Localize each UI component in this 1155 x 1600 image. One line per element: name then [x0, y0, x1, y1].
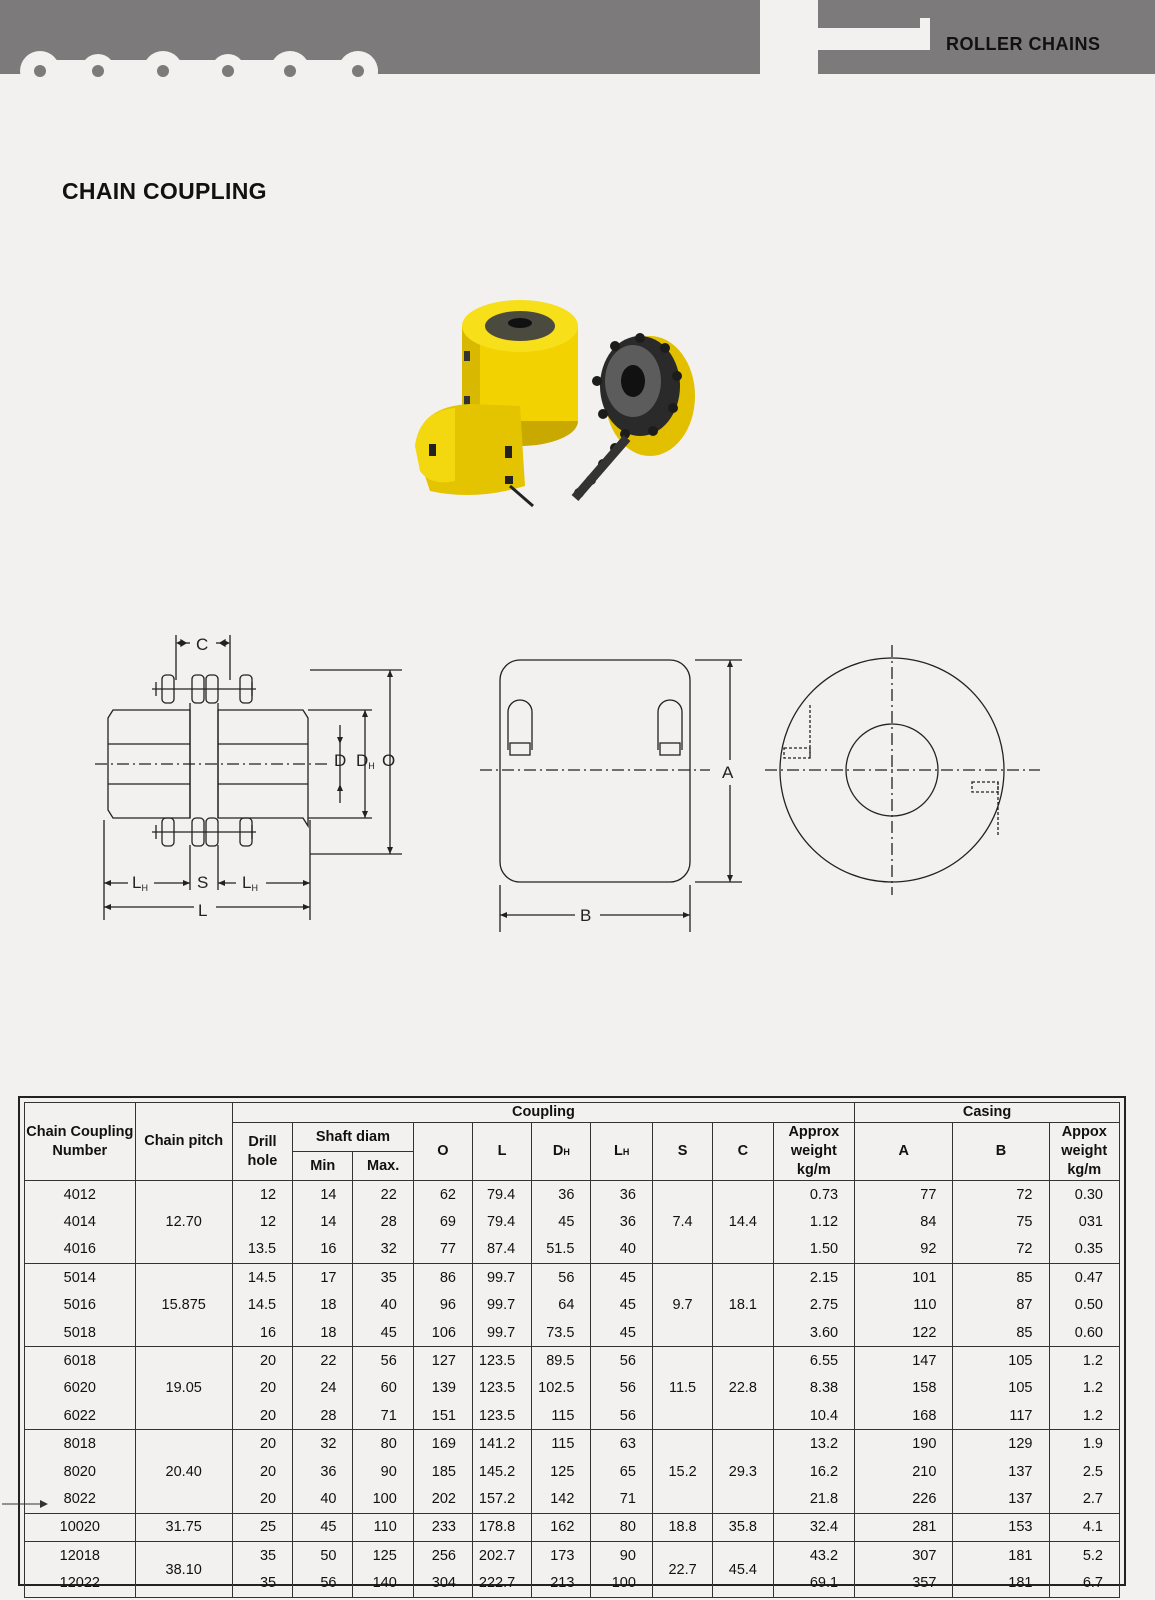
- header-min: Min: [293, 1152, 353, 1181]
- cell-l: 123.5: [473, 1347, 532, 1375]
- dim-label-l: L: [198, 901, 208, 920]
- cell-lh: 63: [591, 1430, 652, 1458]
- cell-l: 87.4: [473, 1236, 532, 1264]
- cell-b: 72: [953, 1181, 1049, 1209]
- cell-b: 87: [953, 1292, 1049, 1319]
- cell-weight: 0.73: [773, 1181, 855, 1209]
- row-pointer-arrow: [0, 1498, 50, 1510]
- header-shaft-diam: Shaft diam: [293, 1123, 414, 1152]
- cell-weight: 43.2: [773, 1542, 855, 1570]
- header-c: C: [713, 1123, 773, 1181]
- cell-casing-weight: 6.7: [1049, 1570, 1120, 1598]
- cell-number: 12018: [25, 1542, 136, 1570]
- cell-a: 190: [855, 1430, 953, 1458]
- dim-label-lh-right: LH: [242, 873, 258, 893]
- cell-number: 5014: [25, 1264, 136, 1292]
- cell-min: 18: [293, 1292, 353, 1319]
- header-banner-mark-stem: [920, 18, 930, 50]
- cell-lh: 56: [591, 1347, 652, 1375]
- technical-drawings: [90, 630, 1050, 950]
- cell-pitch: 19.05: [135, 1347, 232, 1430]
- cell-lh: 56: [591, 1375, 652, 1402]
- cell-dh: 115: [532, 1402, 591, 1430]
- cell-dh: 73.5: [532, 1319, 591, 1347]
- cell-min: 50: [293, 1542, 353, 1570]
- cell-min: 16: [293, 1236, 353, 1264]
- cell-drill: 20: [232, 1458, 292, 1485]
- cell-lh: 45: [591, 1292, 652, 1319]
- dim-label-o: O: [382, 751, 396, 770]
- cell-drill: 14.5: [232, 1264, 292, 1292]
- cell-b: 85: [953, 1264, 1049, 1292]
- cell-lh: 65: [591, 1458, 652, 1485]
- cell-l: 145.2: [473, 1458, 532, 1485]
- cell-min: 14: [293, 1181, 353, 1209]
- cell-b: 137: [953, 1458, 1049, 1485]
- cell-weight: 21.8: [773, 1485, 855, 1513]
- cell-o: 202: [413, 1485, 472, 1513]
- cell-min: 32: [293, 1430, 353, 1458]
- cell-drill: 20: [232, 1430, 292, 1458]
- cell-o: 185: [413, 1458, 472, 1485]
- cell-pitch: 15.875: [135, 1264, 232, 1347]
- cell-drill: 20: [232, 1347, 292, 1375]
- cell-casing-weight: 0.35: [1049, 1236, 1120, 1264]
- cell-s: 9.7: [652, 1264, 712, 1347]
- cell-b: 85: [953, 1319, 1049, 1347]
- cell-max: 110: [353, 1513, 413, 1541]
- dim-label-d: D: [334, 751, 347, 770]
- header-casing-weight: Appox weight kg/m: [1049, 1123, 1120, 1181]
- table-row: [25, 1264, 1120, 1292]
- cell-l: 178.8: [473, 1513, 532, 1541]
- cell-pitch: 31.75: [135, 1513, 232, 1541]
- cell-lh: 40: [591, 1236, 652, 1264]
- cell-dh: 125: [532, 1458, 591, 1485]
- cell-drill: 20: [232, 1485, 292, 1513]
- cell-casing-weight: 4.1: [1049, 1513, 1120, 1541]
- cell-number: 4014: [25, 1208, 136, 1235]
- cell-o: 62: [413, 1181, 472, 1209]
- cell-pitch: 20.40: [135, 1430, 232, 1513]
- cell-max: 28: [353, 1208, 413, 1235]
- cell-c: 29.3: [713, 1430, 773, 1513]
- cell-o: 233: [413, 1513, 472, 1541]
- cell-c: 18.1: [713, 1264, 773, 1347]
- cell-a: 281: [855, 1513, 953, 1541]
- cell-o: 139: [413, 1375, 472, 1402]
- cell-lh: 36: [591, 1208, 652, 1235]
- cell-b: 75: [953, 1208, 1049, 1235]
- cell-casing-weight: 0.60: [1049, 1319, 1120, 1347]
- cell-number: 4016: [25, 1236, 136, 1264]
- header-coupling-group: Coupling: [232, 1103, 854, 1123]
- cell-a: 77: [855, 1181, 953, 1209]
- cell-casing-weight: 1.2: [1049, 1402, 1120, 1430]
- cell-max: 140: [353, 1570, 413, 1598]
- cell-a: 226: [855, 1485, 953, 1513]
- cell-number: 5018: [25, 1319, 136, 1347]
- table-row: [25, 1181, 1120, 1209]
- cell-a: 101: [855, 1264, 953, 1292]
- cell-o: 256: [413, 1542, 472, 1570]
- cell-b: 72: [953, 1236, 1049, 1264]
- cell-casing-weight: 1.2: [1049, 1347, 1120, 1375]
- cell-o: 304: [413, 1570, 472, 1598]
- cell-number: 5016: [25, 1292, 136, 1319]
- cell-b: 153: [953, 1513, 1049, 1541]
- cell-l: 141.2: [473, 1430, 532, 1458]
- cell-casing-weight: 0.50: [1049, 1292, 1120, 1319]
- cell-max: 35: [353, 1264, 413, 1292]
- header-o: O: [413, 1123, 472, 1181]
- cell-a: 122: [855, 1319, 953, 1347]
- cell-lh: 100: [591, 1570, 652, 1598]
- cell-l: 99.7: [473, 1319, 532, 1347]
- cell-number: 8020: [25, 1458, 136, 1485]
- cell-dh: 51.5: [532, 1236, 591, 1264]
- cell-min: 24: [293, 1375, 353, 1402]
- cell-max: 80: [353, 1430, 413, 1458]
- cell-dh: 56: [532, 1264, 591, 1292]
- cell-b: 137: [953, 1485, 1049, 1513]
- group-header-row: [25, 1103, 1120, 1123]
- section-title: ROLLER CHAINS: [946, 34, 1101, 54]
- cell-number: 6022: [25, 1402, 136, 1430]
- cell-dh: 173: [532, 1542, 591, 1570]
- cell-drill: 35: [232, 1570, 292, 1598]
- dim-label-b: B: [580, 906, 592, 925]
- table-row: [25, 1513, 1120, 1541]
- cell-l: 99.7: [473, 1292, 532, 1319]
- cell-l: 123.5: [473, 1375, 532, 1402]
- cell-lh: 45: [591, 1319, 652, 1347]
- cell-casing-weight: 031: [1049, 1208, 1120, 1235]
- cell-weight: 8.38: [773, 1375, 855, 1402]
- cell-l: 157.2: [473, 1485, 532, 1513]
- cell-lh: 80: [591, 1513, 652, 1541]
- cell-casing-weight: 1.2: [1049, 1375, 1120, 1402]
- cell-dh: 89.5: [532, 1347, 591, 1375]
- spec-table-frame: [18, 1096, 1126, 1592]
- casing-front-drawing: [480, 660, 742, 932]
- dim-label-c: C: [196, 635, 209, 654]
- cell-min: 28: [293, 1402, 353, 1430]
- cell-o: 69: [413, 1208, 472, 1235]
- table-row: [25, 1542, 1120, 1570]
- cell-dh: 115: [532, 1430, 591, 1458]
- cell-max: 125: [353, 1542, 413, 1570]
- cell-max: 60: [353, 1375, 413, 1402]
- cell-number: 8022: [25, 1485, 136, 1513]
- cell-casing-weight: 2.7: [1049, 1485, 1120, 1513]
- cell-drill: 16: [232, 1319, 292, 1347]
- cell-c: 22.8: [713, 1347, 773, 1430]
- cell-dh: 162: [532, 1513, 591, 1541]
- cell-l: 202.7: [473, 1542, 532, 1570]
- cell-b: 105: [953, 1375, 1049, 1402]
- cell-casing-weight: 0.47: [1049, 1264, 1120, 1292]
- cell-a: 110: [855, 1292, 953, 1319]
- cell-weight: 10.4: [773, 1402, 855, 1430]
- cell-a: 210: [855, 1458, 953, 1485]
- cell-weight: 13.2: [773, 1430, 855, 1458]
- table-row: [25, 1430, 1120, 1458]
- product-photo: [415, 296, 715, 526]
- cell-pitch: 38.10: [135, 1542, 232, 1598]
- cell-drill: 35: [232, 1542, 292, 1570]
- cell-min: 17: [293, 1264, 353, 1292]
- cell-min: 36: [293, 1458, 353, 1485]
- table-row: [25, 1347, 1120, 1375]
- cell-drill: 13.5: [232, 1236, 292, 1264]
- cell-weight: 2.15: [773, 1264, 855, 1292]
- cell-weight: 6.55: [773, 1347, 855, 1375]
- cell-max: 90: [353, 1458, 413, 1485]
- cell-drill: 25: [232, 1513, 292, 1541]
- cell-dh: 102.5: [532, 1375, 591, 1402]
- cell-pitch: 12.70: [135, 1181, 232, 1264]
- cell-dh: 213: [532, 1570, 591, 1598]
- cell-c: 45.4: [713, 1542, 773, 1598]
- cell-weight: 69.1: [773, 1570, 855, 1598]
- dim-label-a: A: [722, 763, 734, 782]
- header-max: Max.: [353, 1152, 413, 1181]
- cell-o: 169: [413, 1430, 472, 1458]
- cell-o: 151: [413, 1402, 472, 1430]
- cell-a: 92: [855, 1236, 953, 1264]
- cell-s: 18.8: [652, 1513, 712, 1541]
- cell-weight: 1.12: [773, 1208, 855, 1235]
- cell-number: 10020: [25, 1513, 136, 1541]
- cell-max: 40: [353, 1292, 413, 1319]
- cell-o: 96: [413, 1292, 472, 1319]
- cell-max: 45: [353, 1319, 413, 1347]
- cell-casing-weight: 5.2: [1049, 1542, 1120, 1570]
- header-pitch: Chain pitch: [135, 1103, 232, 1181]
- cell-b: 181: [953, 1542, 1049, 1570]
- header-banner-mark: [818, 28, 923, 50]
- cell-dh: 142: [532, 1485, 591, 1513]
- cell-number: 12022: [25, 1570, 136, 1598]
- cell-l: 79.4: [473, 1181, 532, 1209]
- cell-lh: 90: [591, 1542, 652, 1570]
- cell-min: 56: [293, 1570, 353, 1598]
- cell-b: 129: [953, 1430, 1049, 1458]
- cell-dh: 36: [532, 1181, 591, 1209]
- cell-drill: 12: [232, 1181, 292, 1209]
- cell-drill: 20: [232, 1402, 292, 1430]
- cell-l: 79.4: [473, 1208, 532, 1235]
- dim-label-s: S: [197, 873, 209, 892]
- cell-min: 22: [293, 1347, 353, 1375]
- cell-s: 7.4: [652, 1181, 712, 1264]
- cell-drill: 12: [232, 1208, 292, 1235]
- cell-lh: 45: [591, 1264, 652, 1292]
- spec-table-body: [25, 1181, 1120, 1598]
- cell-o: 77: [413, 1236, 472, 1264]
- header-drill: Drill hole: [232, 1123, 292, 1181]
- cell-b: 181: [953, 1570, 1049, 1598]
- cell-number: 6018: [25, 1347, 136, 1375]
- cell-weight: 2.75: [773, 1292, 855, 1319]
- dim-label-lh-left: LH: [132, 873, 148, 893]
- cell-lh: 71: [591, 1485, 652, 1513]
- cell-min: 14: [293, 1208, 353, 1235]
- cell-max: 100: [353, 1485, 413, 1513]
- cell-max: 22: [353, 1181, 413, 1209]
- cell-c: 35.8: [713, 1513, 773, 1541]
- cell-a: 84: [855, 1208, 953, 1235]
- roller-chain-logo-graphic: [18, 40, 388, 102]
- cell-min: 40: [293, 1485, 353, 1513]
- cell-o: 86: [413, 1264, 472, 1292]
- cell-a: 307: [855, 1542, 953, 1570]
- cell-min: 45: [293, 1513, 353, 1541]
- cell-casing-weight: 2.5: [1049, 1458, 1120, 1485]
- cell-casing-weight: 0.30: [1049, 1181, 1120, 1209]
- header-number: Chain Coupling Number: [25, 1103, 136, 1181]
- cell-number: 4012: [25, 1181, 136, 1209]
- cell-casing-weight: 1.9: [1049, 1430, 1120, 1458]
- cell-lh: 36: [591, 1181, 652, 1209]
- header-l: L: [473, 1123, 532, 1181]
- cell-b: 117: [953, 1402, 1049, 1430]
- header-s: S: [652, 1123, 712, 1181]
- header-b: B: [953, 1123, 1049, 1181]
- cell-o: 106: [413, 1319, 472, 1347]
- cell-s: 11.5: [652, 1347, 712, 1430]
- cell-weight: 1.50: [773, 1236, 855, 1264]
- cell-l: 99.7: [473, 1264, 532, 1292]
- header-casing-group: Casing: [855, 1103, 1120, 1123]
- spec-table: [24, 1102, 1120, 1598]
- cell-weight: 3.60: [773, 1319, 855, 1347]
- cell-l: 123.5: [473, 1402, 532, 1430]
- cell-number: 8018: [25, 1430, 136, 1458]
- cell-s: 15.2: [652, 1430, 712, 1513]
- cell-o: 127: [413, 1347, 472, 1375]
- cell-s: 22.7: [652, 1542, 712, 1598]
- cell-a: 158: [855, 1375, 953, 1402]
- cell-a: 357: [855, 1570, 953, 1598]
- cell-c: 14.4: [713, 1181, 773, 1264]
- cell-max: 56: [353, 1347, 413, 1375]
- dim-label-dh: DH: [356, 751, 375, 771]
- page-title: CHAIN COUPLING: [62, 178, 267, 204]
- header-lh: LH: [591, 1123, 652, 1181]
- cell-dh: 45: [532, 1208, 591, 1235]
- cell-drill: 20: [232, 1375, 292, 1402]
- cell-number: 6020: [25, 1375, 136, 1402]
- header-weight: Approx weight kg/m: [773, 1123, 855, 1181]
- cell-weight: 16.2: [773, 1458, 855, 1485]
- cell-weight: 32.4: [773, 1513, 855, 1541]
- cell-a: 147: [855, 1347, 953, 1375]
- cell-dh: 64: [532, 1292, 591, 1319]
- cell-drill: 14.5: [232, 1292, 292, 1319]
- header-a: A: [855, 1123, 953, 1181]
- cell-max: 71: [353, 1402, 413, 1430]
- cell-l: 222.7: [473, 1570, 532, 1598]
- cell-lh: 56: [591, 1402, 652, 1430]
- header-dh: DH: [532, 1123, 591, 1181]
- cell-max: 32: [353, 1236, 413, 1264]
- cell-min: 18: [293, 1319, 353, 1347]
- cell-a: 168: [855, 1402, 953, 1430]
- end-view-drawing: [765, 645, 1040, 895]
- cell-b: 105: [953, 1347, 1049, 1375]
